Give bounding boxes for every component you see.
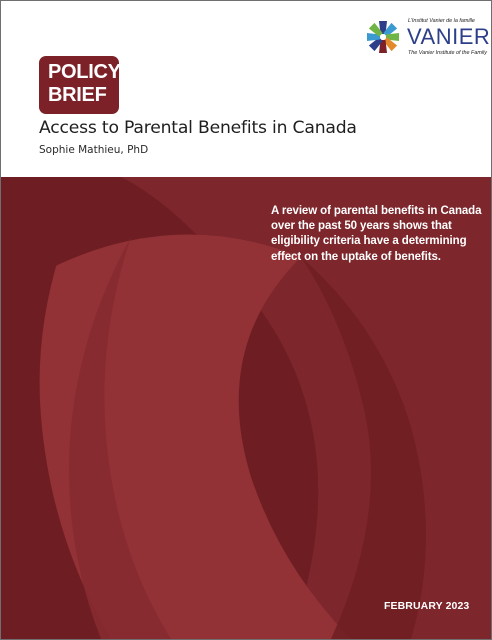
badge-line-2: BRIEF (48, 84, 107, 106)
summary-text (271, 204, 481, 265)
vanier-logo (363, 13, 491, 61)
author-name: Sophie Mathieu, PhD (39, 144, 149, 156)
policy-brief-badge (39, 56, 119, 114)
vanier-snowflake-icon (363, 17, 403, 57)
logo-wordmark: VANIER (407, 24, 491, 49)
badge-line-1: POLICY (48, 61, 121, 83)
summary-line: eligibility criteria have a determining (271, 235, 467, 248)
summary-line: A review of parental benefits in Canada (271, 205, 482, 217)
logo-english-name: The Vanier Institute of the Family (408, 50, 487, 56)
summary-line: effect on the uptake of benefits. (271, 250, 441, 263)
logo-french-name: L’Institut Vanier de la famille (408, 18, 475, 24)
publication-date: FEBRUARY 2023 (384, 600, 470, 612)
document-title: Access to Parental Benefits in Canada (39, 118, 357, 138)
summary-line: over the past 50 years shows that (271, 220, 452, 233)
